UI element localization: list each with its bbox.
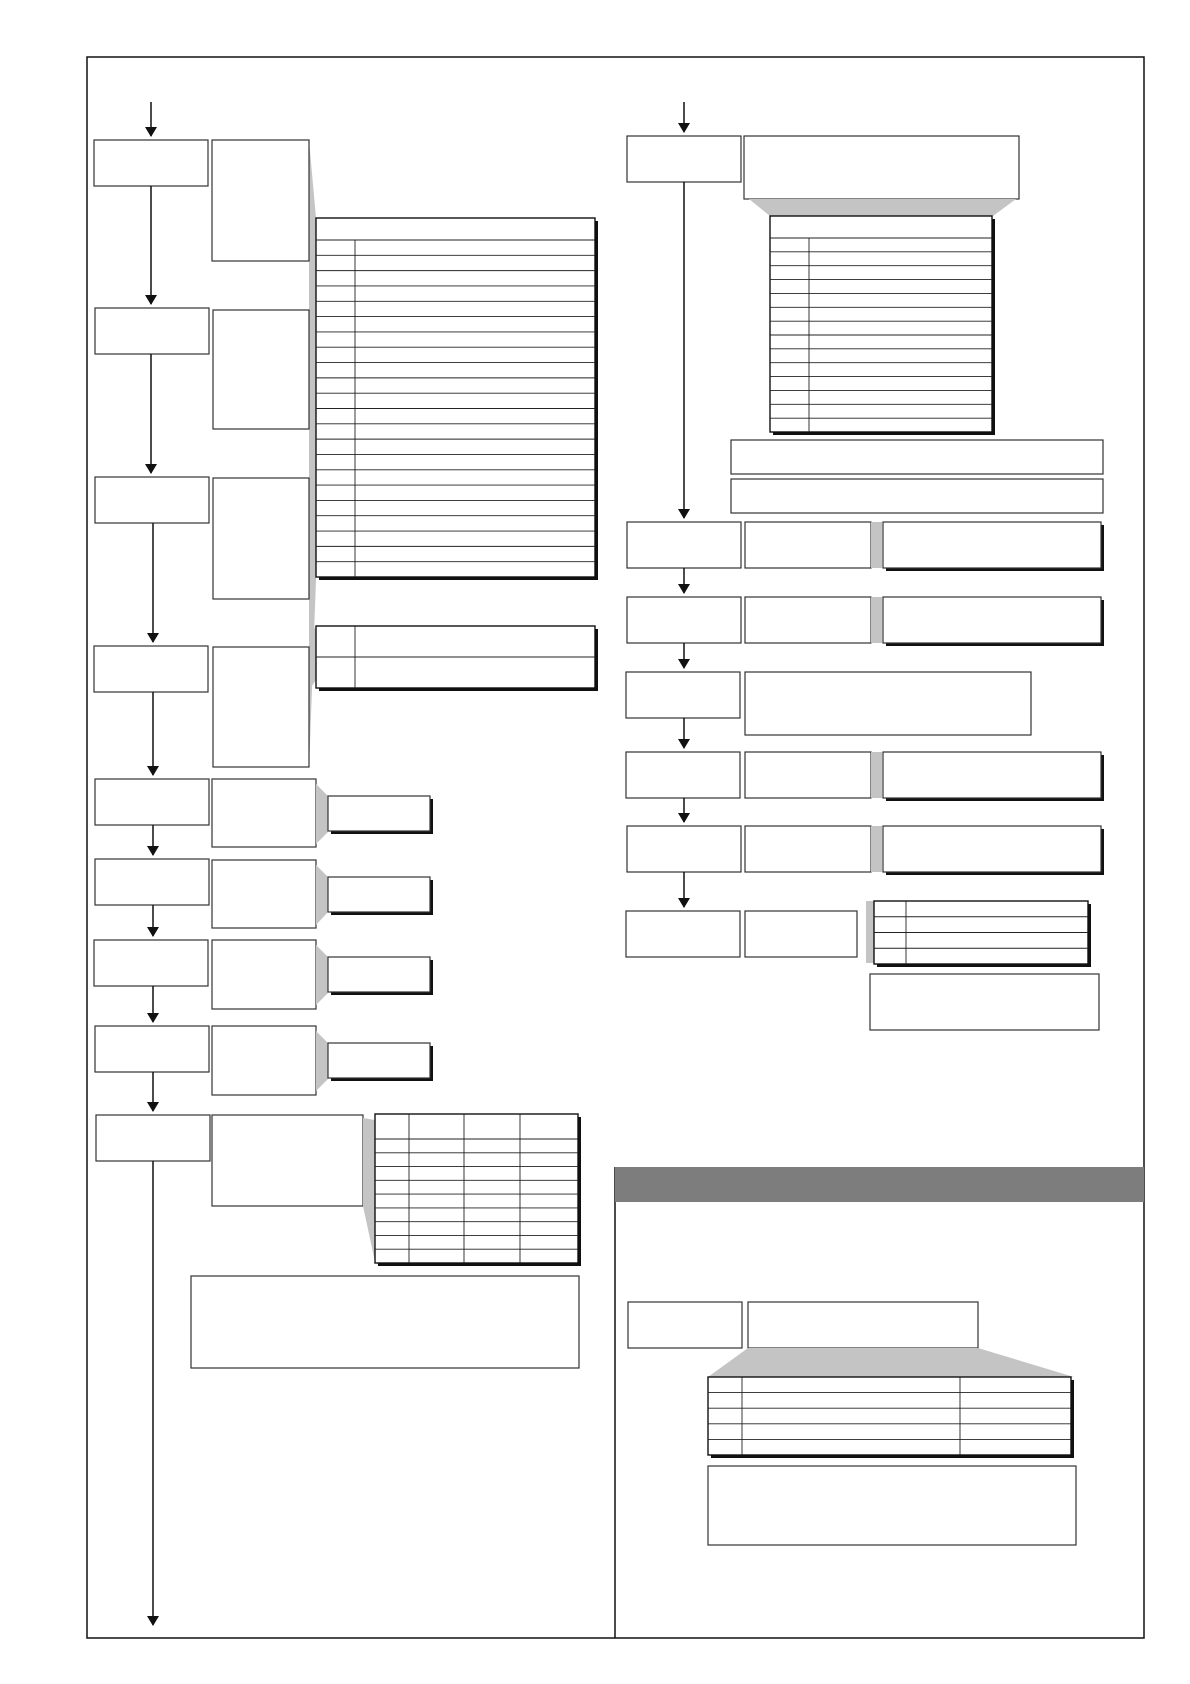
right-flow <box>626 102 1104 1030</box>
step-box[interactable] <box>94 140 208 186</box>
table-frame <box>770 216 992 432</box>
option-table <box>316 626 595 688</box>
value-box <box>328 957 430 992</box>
step-box[interactable] <box>94 646 208 692</box>
table-frame <box>316 218 595 577</box>
value-box <box>328 877 430 912</box>
step-note <box>213 478 309 599</box>
step-note <box>745 911 857 957</box>
step-note <box>745 522 871 568</box>
step-box[interactable] <box>95 859 209 905</box>
step-box[interactable] <box>627 826 741 872</box>
note-box <box>708 1466 1076 1545</box>
step-note <box>213 647 309 767</box>
step-note <box>213 310 309 429</box>
connector-wedge <box>316 784 328 844</box>
step-box[interactable] <box>627 522 741 568</box>
step-note <box>745 826 871 872</box>
connector-wedge <box>749 199 1016 216</box>
step-box[interactable] <box>96 1115 210 1161</box>
step-box[interactable] <box>95 308 209 354</box>
section-band <box>615 1167 1144 1202</box>
value-box <box>328 796 430 831</box>
step-note <box>212 940 316 1009</box>
parameter-table <box>316 218 595 577</box>
table-frame <box>375 1114 578 1263</box>
step-box[interactable] <box>626 911 740 957</box>
connector-wedge <box>708 1348 1074 1377</box>
connector-wedge <box>316 945 328 1005</box>
step-note <box>745 672 1031 735</box>
small-table <box>874 901 1088 964</box>
connector-wedge <box>363 1118 375 1262</box>
step-box[interactable] <box>95 779 209 825</box>
step-note <box>212 779 316 847</box>
step-note <box>212 1115 363 1206</box>
step-note <box>745 752 871 798</box>
parameter-table <box>770 216 992 432</box>
value-box <box>883 752 1101 798</box>
step-box[interactable] <box>626 752 740 798</box>
connector-bar <box>871 522 882 568</box>
note-box <box>731 440 1103 474</box>
connector-bar <box>871 597 882 643</box>
grid-table <box>375 1114 578 1263</box>
note-box <box>191 1276 579 1368</box>
step-box[interactable] <box>627 136 741 182</box>
value-box <box>883 522 1101 568</box>
connector-bar <box>871 752 882 798</box>
step-box[interactable] <box>94 940 208 986</box>
step-box[interactable] <box>626 672 740 718</box>
step-box[interactable] <box>95 477 209 523</box>
section-panel <box>615 1167 1144 1545</box>
connector-bar <box>871 826 882 872</box>
step-note <box>745 597 871 643</box>
connector-wedge <box>309 620 316 690</box>
value-box <box>883 826 1101 872</box>
value-box <box>328 1043 430 1078</box>
table-frame <box>708 1377 1071 1455</box>
connector-wedge <box>316 1031 328 1091</box>
step-note <box>744 136 1019 199</box>
summary-table <box>708 1377 1071 1455</box>
step-box[interactable] <box>628 1302 742 1348</box>
connector-wedge <box>316 865 328 925</box>
step-note <box>212 140 309 261</box>
note-box <box>731 479 1103 513</box>
value-box <box>883 597 1101 643</box>
step-note <box>212 1026 316 1095</box>
step-box[interactable] <box>95 1026 209 1072</box>
connector-wedge <box>866 901 874 963</box>
step-note <box>748 1302 978 1348</box>
left-flow <box>94 102 598 1625</box>
note-box <box>870 974 1099 1030</box>
step-note <box>212 860 316 928</box>
step-box[interactable] <box>627 597 741 643</box>
